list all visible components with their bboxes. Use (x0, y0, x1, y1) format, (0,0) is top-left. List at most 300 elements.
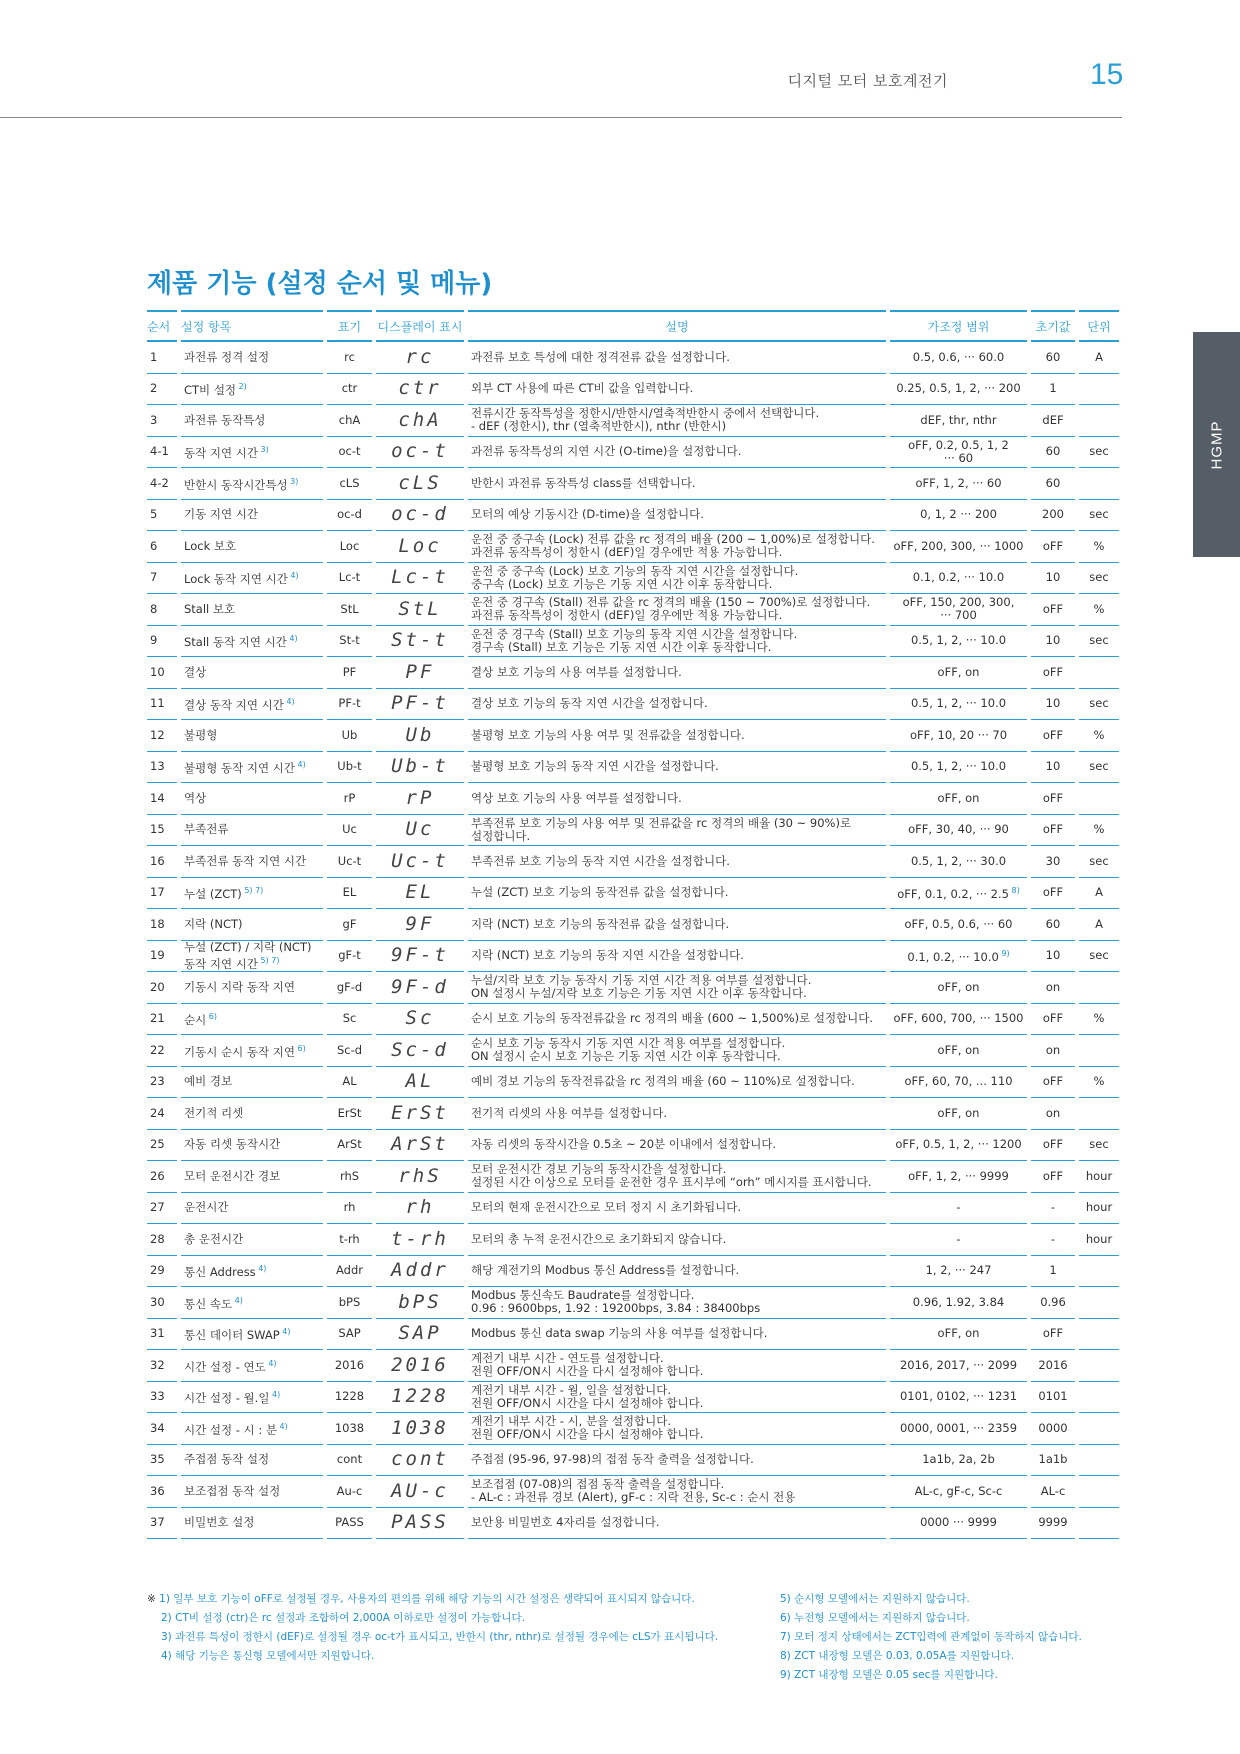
setting-range: 0.25, 0.5, 1, 2, ··· 200 (890, 374, 1027, 406)
table-row (147, 1161, 1119, 1193)
col-header-default: 초기값 (1031, 310, 1075, 342)
display-indicator: EL (376, 878, 464, 910)
table-row (147, 720, 1119, 752)
setting-item: 불평형 동작 지연 시간 $^{4)}$ (181, 752, 323, 784)
col-header-no: 순서 (147, 310, 177, 342)
setting-code: Ub (327, 720, 372, 752)
setting-item: Lock 동작 지연 시간 $^{4)}$ (181, 563, 323, 595)
display-indicator: ErSt (376, 1098, 464, 1130)
setting-unit (1079, 1319, 1119, 1351)
col-header-code: 표기 (327, 310, 372, 342)
table-row (147, 909, 1119, 941)
setting-description: 해당 계전기의 Modbus 통신 Address를 설정합니다. (468, 1256, 886, 1288)
setting-range: oFF, 1, 2, ··· 9999 (890, 1161, 1027, 1193)
row-number: 22 (147, 1035, 177, 1067)
setting-description: 전기적 리셋의 사용 여부를 설정합니다. (468, 1098, 886, 1130)
setting-unit: hour (1079, 1193, 1119, 1225)
row-number: 9 (147, 626, 177, 658)
setting-range: oFF, 600, 700, ··· 1500 (890, 1004, 1027, 1036)
footnote-ref: 4) (265, 1358, 277, 1368)
footnotes-left (147, 1590, 718, 1666)
setting-description: 보조접점 (07-08)의 접점 동작 출력을 설정합니다. - AL-c : 과전류 경보 (Alert), gF-c : 지락 전용, Sc-c : 순시 전용 (468, 1476, 886, 1508)
row-number: 32 (147, 1350, 177, 1382)
display-indicator: 1228 (376, 1382, 464, 1414)
footnote-ref: 5) 7) (257, 955, 280, 965)
footnote-ref: 9) (998, 949, 1010, 959)
row-number: 18 (147, 909, 177, 941)
display-indicator: t-rh (376, 1224, 464, 1256)
table-row (147, 752, 1119, 784)
row-number: 15 (147, 815, 177, 847)
setting-unit: % (1079, 1067, 1119, 1099)
table-row (147, 1445, 1119, 1477)
table-row (147, 1508, 1119, 1540)
header-divider (0, 117, 1122, 118)
table-row (147, 1224, 1119, 1256)
row-number: 3 (147, 405, 177, 437)
setting-code: Ub-t (327, 752, 372, 784)
setting-unit (1079, 1476, 1119, 1508)
display-indicator: cont (376, 1445, 464, 1477)
setting-item: 부족전류 (181, 815, 323, 847)
setting-item: 불평형 (181, 720, 323, 752)
setting-range: oFF, on (890, 1098, 1027, 1130)
setting-code: 1038 (327, 1413, 372, 1445)
setting-description: 주접점 (95-96, 97-98)의 접점 동작 출력을 설정합니다. (468, 1445, 886, 1477)
table-row (147, 531, 1119, 563)
setting-code: Lc-t (327, 563, 372, 595)
default-value: oFF (1031, 1130, 1075, 1162)
display-indicator: ArSt (376, 1130, 464, 1162)
setting-range: oFF, 10, 20 ··· 70 (890, 720, 1027, 752)
setting-item: 전기적 리셋 (181, 1098, 323, 1130)
setting-unit: sec (1079, 626, 1119, 658)
setting-code: bPS (327, 1287, 372, 1319)
setting-range: 0.5, 1, 2, ··· 10.0 (890, 689, 1027, 721)
display-indicator: Uc-t (376, 846, 464, 878)
table-row (147, 1193, 1119, 1225)
setting-range: oFF, on (890, 972, 1027, 1004)
default-value: 60 (1031, 909, 1075, 941)
setting-item: 결상 동작 지연 시간 $^{4)}$ (181, 689, 323, 721)
col-header-item: 설정 항목 (181, 310, 323, 342)
setting-unit: sec (1079, 437, 1119, 469)
setting-unit (1079, 1413, 1119, 1445)
setting-unit: sec (1079, 500, 1119, 532)
setting-range: 0000 ··· 9999 (890, 1508, 1027, 1540)
footnote: ※ 1) 일부 보호 기능이 oFF로 설정될 경우, 사용자의 편의를 위해 해당 기능의 시간 설정은 생략되어 표시되지 않습니다. (147, 1593, 695, 1605)
footnote-ref: 4) (255, 1264, 267, 1274)
setting-item: Lock 보호 (181, 531, 323, 563)
setting-code: ctr (327, 374, 372, 406)
display-indicator: cLS (376, 468, 464, 500)
setting-description: 보안용 비밀번호 4자리를 설정합니다. (468, 1508, 886, 1540)
default-value: 60 (1031, 468, 1075, 500)
display-indicator: Ub-t (376, 752, 464, 784)
setting-range: 0.5, 1, 2, ··· 10.0 (890, 626, 1027, 658)
row-number: 6 (147, 531, 177, 563)
setting-code: oc-d (327, 500, 372, 532)
table-row (147, 846, 1119, 878)
setting-range: oFF, 150, 200, 300, ··· 700 (890, 594, 1027, 626)
setting-item: 총 운전시간 (181, 1224, 323, 1256)
setting-unit: % (1079, 815, 1119, 847)
setting-range: oFF, on (890, 657, 1027, 689)
row-number: 16 (147, 846, 177, 878)
table-row (147, 783, 1119, 815)
display-indicator: PF-t (376, 689, 464, 721)
display-indicator: Sc (376, 1004, 464, 1036)
setting-unit: sec (1079, 941, 1119, 973)
setting-description: 예비 경보 기능의 동작전류값을 rc 정격의 배율 (60 ~ 110%)로 설정합니다. (468, 1067, 886, 1099)
row-number: 28 (147, 1224, 177, 1256)
setting-description: 반한시 과전류 동작특성 class를 선택합니다. (468, 468, 886, 500)
default-value: oFF (1031, 1161, 1075, 1193)
setting-description: 운전 중 중구속 (Lock) 전류 값을 rc 정격의 배율 (200 ~ 1,00%)로 설정합니다. 과전류 동작특성이 정한시 (dEF)일 경우에만 적용 가능합니다. (468, 531, 886, 563)
table-row (147, 878, 1119, 910)
footnote: 8) ZCT 내장형 모델은 0.03, 0.05A를 지원합니다. (780, 1650, 1015, 1662)
display-indicator: Sc-d (376, 1035, 464, 1067)
setting-unit (1079, 1382, 1119, 1414)
table-row (147, 374, 1119, 406)
row-number: 24 (147, 1098, 177, 1130)
setting-range: oFF, 0.5, 0.6, ··· 60 (890, 909, 1027, 941)
default-value: 10 (1031, 752, 1075, 784)
setting-unit: A (1079, 342, 1119, 374)
footnote: 5) 순시형 모델에서는 지원하지 않습니다. (780, 1593, 970, 1605)
default-value: 10 (1031, 563, 1075, 595)
setting-range: dEF, thr, nthr (890, 405, 1027, 437)
setting-item: 결상 (181, 657, 323, 689)
footnote-ref: 4) (294, 760, 306, 770)
table-row (147, 1098, 1119, 1130)
display-indicator: 9F (376, 909, 464, 941)
setting-code: EL (327, 878, 372, 910)
setting-code: PF-t (327, 689, 372, 721)
setting-description: 외부 CT 사용에 따른 CT비 값을 입력합니다. (468, 374, 886, 406)
setting-item: 모터 운전시간 경보 (181, 1161, 323, 1193)
table-row (147, 1287, 1119, 1319)
display-indicator: Lc-t (376, 563, 464, 595)
footnote-ref: 4) (269, 1390, 281, 1400)
setting-item: 자동 리셋 동작시간 (181, 1130, 323, 1162)
setting-unit (1079, 783, 1119, 815)
setting-unit (1079, 972, 1119, 1004)
header-title: 디지털 모터 보호계전기 (787, 72, 948, 90)
setting-description: 모터의 예상 기동시간 (D-time)을 설정합니다. (468, 500, 886, 532)
table-row (147, 941, 1119, 973)
note-mark: ※ (147, 1593, 160, 1605)
table-row (147, 594, 1119, 626)
row-number: 13 (147, 752, 177, 784)
table-row (147, 342, 1119, 374)
setting-unit: % (1079, 1004, 1119, 1036)
row-number: 31 (147, 1319, 177, 1351)
setting-description: Modbus 통신 data swap 기능의 사용 여부를 설정합니다. (468, 1319, 886, 1351)
footnote-ref: 4) (286, 634, 298, 644)
setting-description: 부족전류 보호 기능의 사용 여부 및 전류값을 rc 정격의 배율 (30 ~ 90%)로 설정합니다. (468, 815, 886, 847)
footnote-ref: 4) (232, 1295, 243, 1305)
table-row (147, 689, 1119, 721)
setting-code: Uc-t (327, 846, 372, 878)
setting-description: 계전기 내부 시간 - 월, 일을 설정합니다. 전원 OFF/ON시 시간을 다시 설정해야 합니다. (468, 1382, 886, 1414)
setting-code: StL (327, 594, 372, 626)
col-header-description: 설명 (468, 310, 886, 342)
default-value: oFF (1031, 594, 1075, 626)
row-number: 21 (147, 1004, 177, 1036)
setting-description: 부족전류 보호 기능의 동작 지연 시간을 설정합니다. (468, 846, 886, 878)
setting-unit (1079, 657, 1119, 689)
table-row (147, 1350, 1119, 1382)
setting-description: 자동 리셋의 동작시간을 0.5초 ~ 20분 이내에서 설정합니다. (468, 1130, 886, 1162)
setting-item: 기동시 순시 동작 지연 $^{6)}$ (181, 1035, 323, 1067)
setting-range: - (890, 1224, 1027, 1256)
setting-code: ErSt (327, 1098, 372, 1130)
table-row (147, 1476, 1119, 1508)
setting-item: 예비 경보 (181, 1067, 323, 1099)
footnote-ref: 5) 7) (241, 886, 264, 896)
setting-code: rhS (327, 1161, 372, 1193)
setting-item: Stall 보호 (181, 594, 323, 626)
setting-code: Sc (327, 1004, 372, 1036)
row-number: 36 (147, 1476, 177, 1508)
row-number: 2 (147, 374, 177, 406)
setting-unit (1079, 1508, 1119, 1540)
default-value: oFF (1031, 815, 1075, 847)
setting-item: 역상 (181, 783, 323, 815)
footnote-ref: 8) (1008, 886, 1020, 896)
row-number: 17 (147, 878, 177, 910)
display-indicator: AL (376, 1067, 464, 1099)
row-number: 10 (147, 657, 177, 689)
setting-range: 1a1b, 2a, 2b (890, 1445, 1027, 1477)
setting-range: 2016, 2017, ··· 2099 (890, 1350, 1027, 1382)
settings-table (143, 310, 1123, 1539)
footnote-ref: 6) (294, 1043, 306, 1053)
table-body (147, 342, 1119, 1539)
row-number: 1 (147, 342, 177, 374)
table-row (147, 1256, 1119, 1288)
setting-unit (1079, 1445, 1119, 1477)
row-number: 7 (147, 563, 177, 595)
setting-code: cLS (327, 468, 372, 500)
setting-code: Uc (327, 815, 372, 847)
setting-code: Au-c (327, 1476, 372, 1508)
table-row (147, 1004, 1119, 1036)
setting-range: 0.1, 0.2, ··· 10.0 (890, 563, 1027, 595)
setting-description: 계전기 내부 시간 - 연도를 설정합니다. 전원 OFF/ON시 시간을 다시 설정해야 합니다. (468, 1350, 886, 1382)
table-row (147, 626, 1119, 658)
footnote: 4) 해당 기능은 통신형 모델에서만 지원합니다. (161, 1650, 375, 1662)
footnote-ref: 6) (206, 1012, 217, 1022)
table-row (147, 1319, 1119, 1351)
default-value: 1 (1031, 374, 1075, 406)
setting-unit (1079, 1098, 1119, 1130)
setting-description: 과전류 보호 특성에 대한 정격전류 값을 설정합니다. (468, 342, 886, 374)
col-header-display: 디스플레이 표시 (376, 310, 464, 342)
row-number: 14 (147, 783, 177, 815)
default-value: 1 (1031, 1256, 1075, 1288)
default-value: oFF (1031, 1067, 1075, 1099)
setting-code: AL (327, 1067, 372, 1099)
setting-description: 누설 (ZCT) 보호 기능의 동작전류 값을 설정합니다. (468, 878, 886, 910)
setting-range: 0.5, 1, 2, ··· 10.0 (890, 752, 1027, 784)
footnote-ref: 4) (279, 1327, 291, 1337)
display-indicator: ctr (376, 374, 464, 406)
setting-item: 과전류 정격 설정 (181, 342, 323, 374)
setting-unit (1079, 1256, 1119, 1288)
table-row (147, 815, 1119, 847)
display-indicator: chA (376, 405, 464, 437)
row-number: 30 (147, 1287, 177, 1319)
page-number: 15 (1090, 58, 1124, 91)
row-number: 37 (147, 1508, 177, 1540)
setting-description: 모터의 현재 운전시간으로 모터 정지 시 초기화됩니다. (468, 1193, 886, 1225)
setting-item: 운전시간 (181, 1193, 323, 1225)
setting-range: 0.96, 1.92, 3.84 (890, 1287, 1027, 1319)
setting-description: 과전류 동작특성의 지연 시간 (O-time)을 설정합니다. (468, 437, 886, 469)
display-indicator: St-t (376, 626, 464, 658)
default-value: 0000 (1031, 1413, 1075, 1445)
setting-unit: sec (1079, 1130, 1119, 1162)
table-row (147, 1067, 1119, 1099)
display-indicator: AU-c (376, 1476, 464, 1508)
default-value: oFF (1031, 878, 1075, 910)
setting-code: oc-t (327, 437, 372, 469)
setting-unit: hour (1079, 1224, 1119, 1256)
setting-unit: sec (1079, 563, 1119, 595)
display-indicator: Addr (376, 1256, 464, 1288)
setting-range: oFF, 200, 300, ··· 1000 (890, 531, 1027, 563)
table-row (147, 1035, 1119, 1067)
footnote: 6) 누전형 모델에서는 지원하지 않습니다. (780, 1612, 970, 1624)
default-value: 1a1b (1031, 1445, 1075, 1477)
setting-unit: % (1079, 531, 1119, 563)
display-indicator: 9F-t (376, 941, 464, 973)
display-indicator: 2016 (376, 1350, 464, 1382)
setting-description: 지락 (NCT) 보호 기능의 동작 지연 시간을 설정합니다. (468, 941, 886, 973)
footnote: 9) ZCT 내장형 모델은 0.05 sec를 지원합니다. (780, 1669, 998, 1681)
side-tab (1193, 332, 1240, 557)
display-indicator: 1038 (376, 1413, 464, 1445)
setting-unit: sec (1079, 689, 1119, 721)
display-indicator: rh (376, 1193, 464, 1225)
setting-unit (1079, 1035, 1119, 1067)
setting-code: Sc-d (327, 1035, 372, 1067)
display-indicator: Loc (376, 531, 464, 563)
setting-range: oFF, 30, 40, ··· 90 (890, 815, 1027, 847)
setting-item: 기동 지연 시간 (181, 500, 323, 532)
setting-unit (1079, 374, 1119, 406)
default-value: oFF (1031, 783, 1075, 815)
setting-item: 보조접점 동작 설정 (181, 1476, 323, 1508)
display-indicator: oc-t (376, 437, 464, 469)
setting-code: 1228 (327, 1382, 372, 1414)
setting-unit: % (1079, 594, 1119, 626)
setting-code: PASS (327, 1508, 372, 1540)
row-number: 34 (147, 1413, 177, 1445)
setting-range: oFF, 60, 70, ... 110 (890, 1067, 1027, 1099)
setting-item: 누설 (ZCT) / 지락 (NCT) 동작 지연 시간 $^{5) 7)}$ (181, 941, 323, 973)
setting-unit: A (1079, 909, 1119, 941)
row-number: 25 (147, 1130, 177, 1162)
setting-item: 지락 (NCT) (181, 909, 323, 941)
setting-range: 1, 2, ··· 247 (890, 1256, 1027, 1288)
default-value: 30 (1031, 846, 1075, 878)
table-row (147, 1382, 1119, 1414)
table-row (147, 1130, 1119, 1162)
setting-code: St-t (327, 626, 372, 658)
setting-code: gF (327, 909, 372, 941)
section-title: 제품 기능 (설정 순서 및 메뉴) (147, 269, 493, 299)
display-indicator: rhS (376, 1161, 464, 1193)
row-number: 33 (147, 1382, 177, 1414)
setting-item: 비밀번호 설정 (181, 1508, 323, 1540)
default-value: 0101 (1031, 1382, 1075, 1414)
table-row (147, 1413, 1119, 1445)
default-value: on (1031, 1098, 1075, 1130)
setting-range: 0.5, 0.6, ··· 60.0 (890, 342, 1027, 374)
footnote: 2) CT비 설정 (ctr)은 rc 설정과 조합하여 2,000A 이하로만 설정이 가능합니다. (161, 1612, 526, 1624)
setting-unit (1079, 1350, 1119, 1382)
setting-item: 동작 지연 시간 $^{3)}$ (181, 437, 323, 469)
setting-description: 순시 보호 기능의 동작전류값을 rc 정격의 배율 (600 ~ 1,500%)로 설정합니다. (468, 1004, 886, 1036)
row-number: 12 (147, 720, 177, 752)
setting-description: 운전 중 경구속 (Stall) 전류 값을 rc 정격의 배율 (150 ~ 700%)로 설정합니다. 과전류 동작특성이 정한시 (dEF)일 경우에만 적용 가능합니다. (468, 594, 886, 626)
setting-description: Modbus 통신속도 Baudrate를 설정합니다. 0.96 : 9600bps, 1.92 : 19200bps, 3.84 : 38400bps (468, 1287, 886, 1319)
setting-code: rP (327, 783, 372, 815)
default-value: 60 (1031, 437, 1075, 469)
side-tab-label: HGMP (1208, 420, 1225, 469)
setting-item: 통신 속도 $^{4)}$ (181, 1287, 323, 1319)
default-value: 9999 (1031, 1508, 1075, 1540)
footnote-ref: 2) (236, 382, 247, 392)
default-value: oFF (1031, 720, 1075, 752)
setting-description: 결상 보호 기능의 동작 지연 시간을 설정합니다. (468, 689, 886, 721)
default-value: 10 (1031, 689, 1075, 721)
setting-range: - (890, 1193, 1027, 1225)
setting-range: oFF, on (890, 1319, 1027, 1351)
footnote-ref: 3) (287, 476, 299, 486)
setting-unit: hour (1079, 1161, 1119, 1193)
setting-unit (1079, 1287, 1119, 1319)
table-row (147, 437, 1119, 469)
row-number: 23 (147, 1067, 177, 1099)
setting-range: 0, 1, 2 ··· 200 (890, 500, 1027, 532)
setting-item: Stall 동작 지연 시간 $^{4)}$ (181, 626, 323, 658)
table-header-row (147, 310, 1119, 342)
setting-item: 통신 Address $^{4)}$ (181, 1256, 323, 1288)
row-number: 26 (147, 1161, 177, 1193)
setting-description: 불평형 보호 기능의 사용 여부 및 전류값을 설정합니다. (468, 720, 886, 752)
setting-item: 과전류 동작특성 (181, 405, 323, 437)
footnote-ref: 4) (283, 697, 295, 707)
default-value: - (1031, 1193, 1075, 1225)
footnote-ref: 3) (257, 445, 269, 455)
setting-unit: sec (1079, 752, 1119, 784)
row-number: 4-1 (147, 437, 177, 469)
display-indicator: 9F-d (376, 972, 464, 1004)
setting-range: oFF, 1, 2, ··· 60 (890, 468, 1027, 500)
default-value: 60 (1031, 342, 1075, 374)
default-value: oFF (1031, 531, 1075, 563)
setting-code: ArSt (327, 1130, 372, 1162)
display-indicator: rc (376, 342, 464, 374)
default-value: dEF (1031, 405, 1075, 437)
footnotes-right (780, 1590, 1082, 1685)
row-number: 19 (147, 941, 177, 973)
setting-description: 운전 중 중구속 (Lock) 보호 기능의 동작 지연 시간을 설정합니다. 중구속 (Lock) 보호 기능은 기동 지연 시간 이후 동작합니다. (468, 563, 886, 595)
